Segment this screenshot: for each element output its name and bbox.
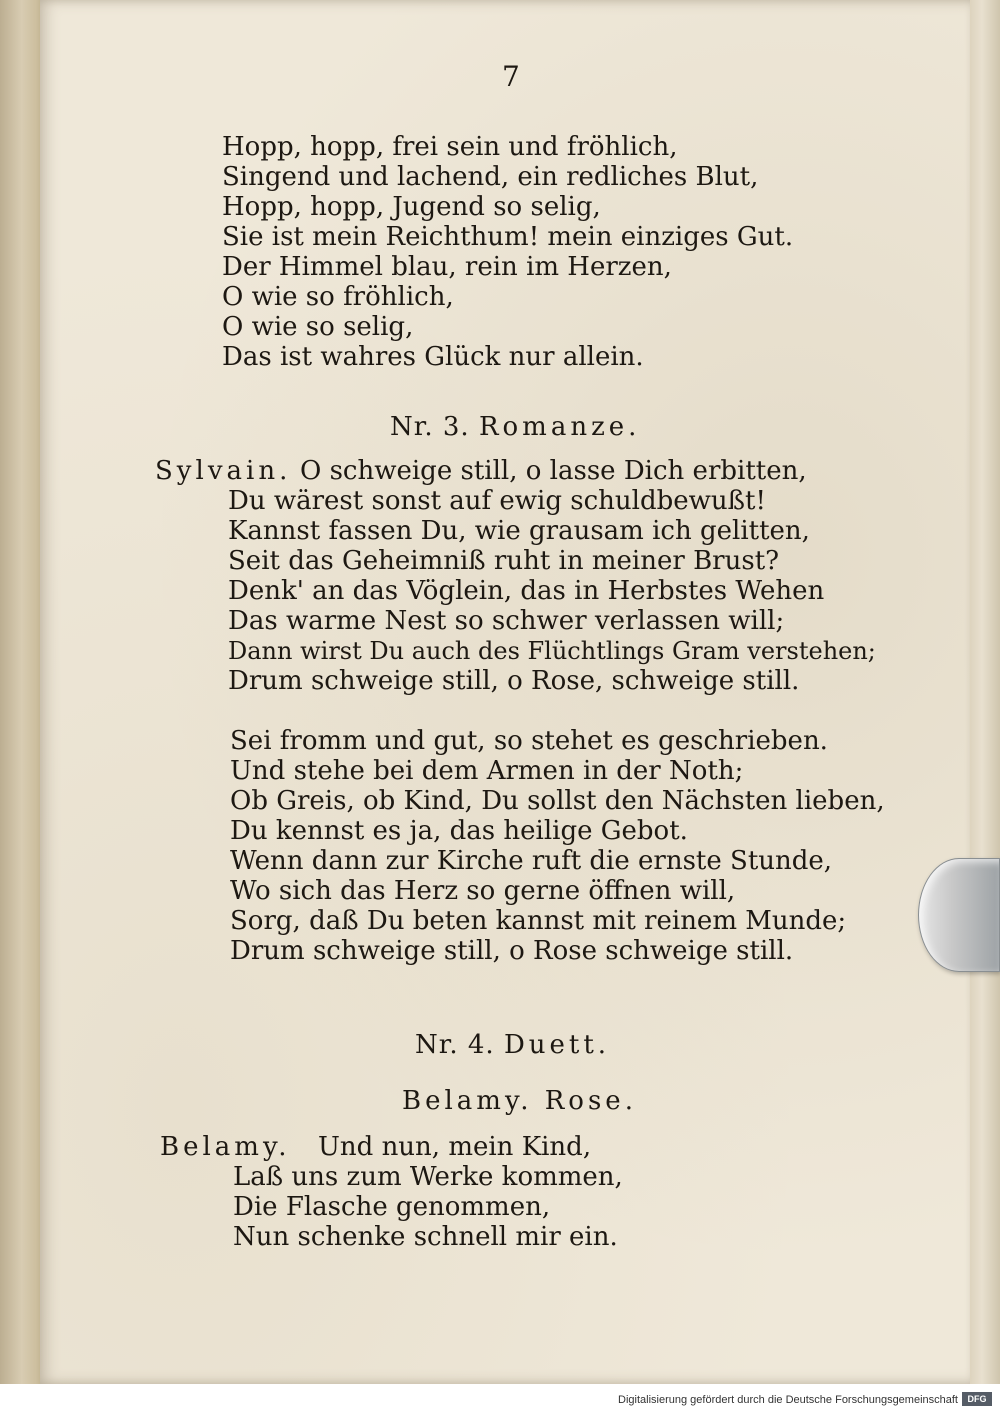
verse-line: O wie so selig, — [222, 312, 414, 342]
section-heading-duett — [415, 1030, 610, 1060]
verse-line: Ob Greis, ob Kind, Du sollst den Nächsten lieben, — [230, 786, 885, 816]
section-title: Duett. — [503, 1030, 611, 1060]
verse-line: Drum schweige still, o Rose schweige still. — [230, 936, 794, 966]
section-number: Nr. 3. — [390, 412, 470, 442]
verse-line: Das warme Nest so schwer verlassen will; — [228, 606, 785, 636]
section-title: Romanze. — [478, 412, 641, 442]
verse-line: Du kennst es ja, das heilige Gebot. — [230, 816, 688, 846]
verse-line: Hopp, hopp, Jugend so selig, — [222, 192, 601, 222]
speaker-name: Belamy. — [160, 1132, 291, 1162]
speaker-name: Sylvain. — [155, 456, 292, 486]
verse-line: O schweige still, o lasse Dich erbitten, — [300, 456, 807, 486]
dfg-logo: DFG — [962, 1392, 992, 1406]
verse-line: Dann wirst Du auch des Flüchtlings Gram verstehen; — [228, 637, 876, 665]
page-edge — [970, 0, 1000, 1384]
verse-line: Das ist wahres Glück nur allein. — [222, 342, 644, 372]
verse-line: Singend und lachend, ein redliches Blut, — [222, 162, 759, 192]
verse-line: Wo sich das Herz so gerne öffnen will, — [230, 876, 736, 906]
verse-line: Laß uns zum Werke kommen, — [233, 1162, 623, 1192]
page-clip-icon — [918, 858, 1000, 972]
page-number: 7 — [502, 60, 520, 93]
verse-line: Denk' an das Vöglein, das in Herbstes Wehen — [228, 576, 825, 606]
verse-line: Der Himmel blau, rein im Herzen, — [222, 252, 672, 282]
verse-line: Wenn dann zur Kirche ruft die ernste Stunde, — [230, 846, 833, 876]
verse-line: O wie so fröhlich, — [222, 282, 454, 312]
verse-line: Du wärest sonst auf ewig schuldbewußt! — [228, 486, 766, 516]
verse-line: Die Flasche genommen, — [233, 1192, 551, 1222]
verse-line: Und stehe bei dem Armen in der Noth; — [230, 756, 744, 786]
funding-credit: Digitalisierung gefördert durch die Deutsche Forschungsgemeinschaft — [618, 1394, 958, 1406]
section-number: Nr. 4. — [415, 1030, 495, 1060]
verse-line: Sorg, daß Du beten kannst mit reinem Munde; — [230, 906, 847, 936]
characters-line: Belamy. Rose. — [402, 1086, 637, 1116]
verse-line: Und nun, mein Kind, — [318, 1132, 592, 1162]
verse-line: Drum schweige still, o Rose, schweige still. — [228, 666, 800, 696]
verse-line: Seit das Geheimniß ruht in meiner Brust? — [228, 546, 780, 576]
verse-line: Hopp, hopp, frei sein und fröhlich, — [222, 132, 678, 162]
verse-line: Sie ist mein Reichthum! mein einziges Gut. — [222, 222, 794, 252]
section-heading-romanze — [390, 412, 640, 442]
verse-line: Sei fromm und gut, so stehet es geschrieben. — [230, 726, 828, 756]
verse-line: Kannst fassen Du, wie grausam ich gelitten, — [228, 516, 810, 546]
verse-line: Nun schenke schnell mir ein. — [233, 1222, 618, 1252]
